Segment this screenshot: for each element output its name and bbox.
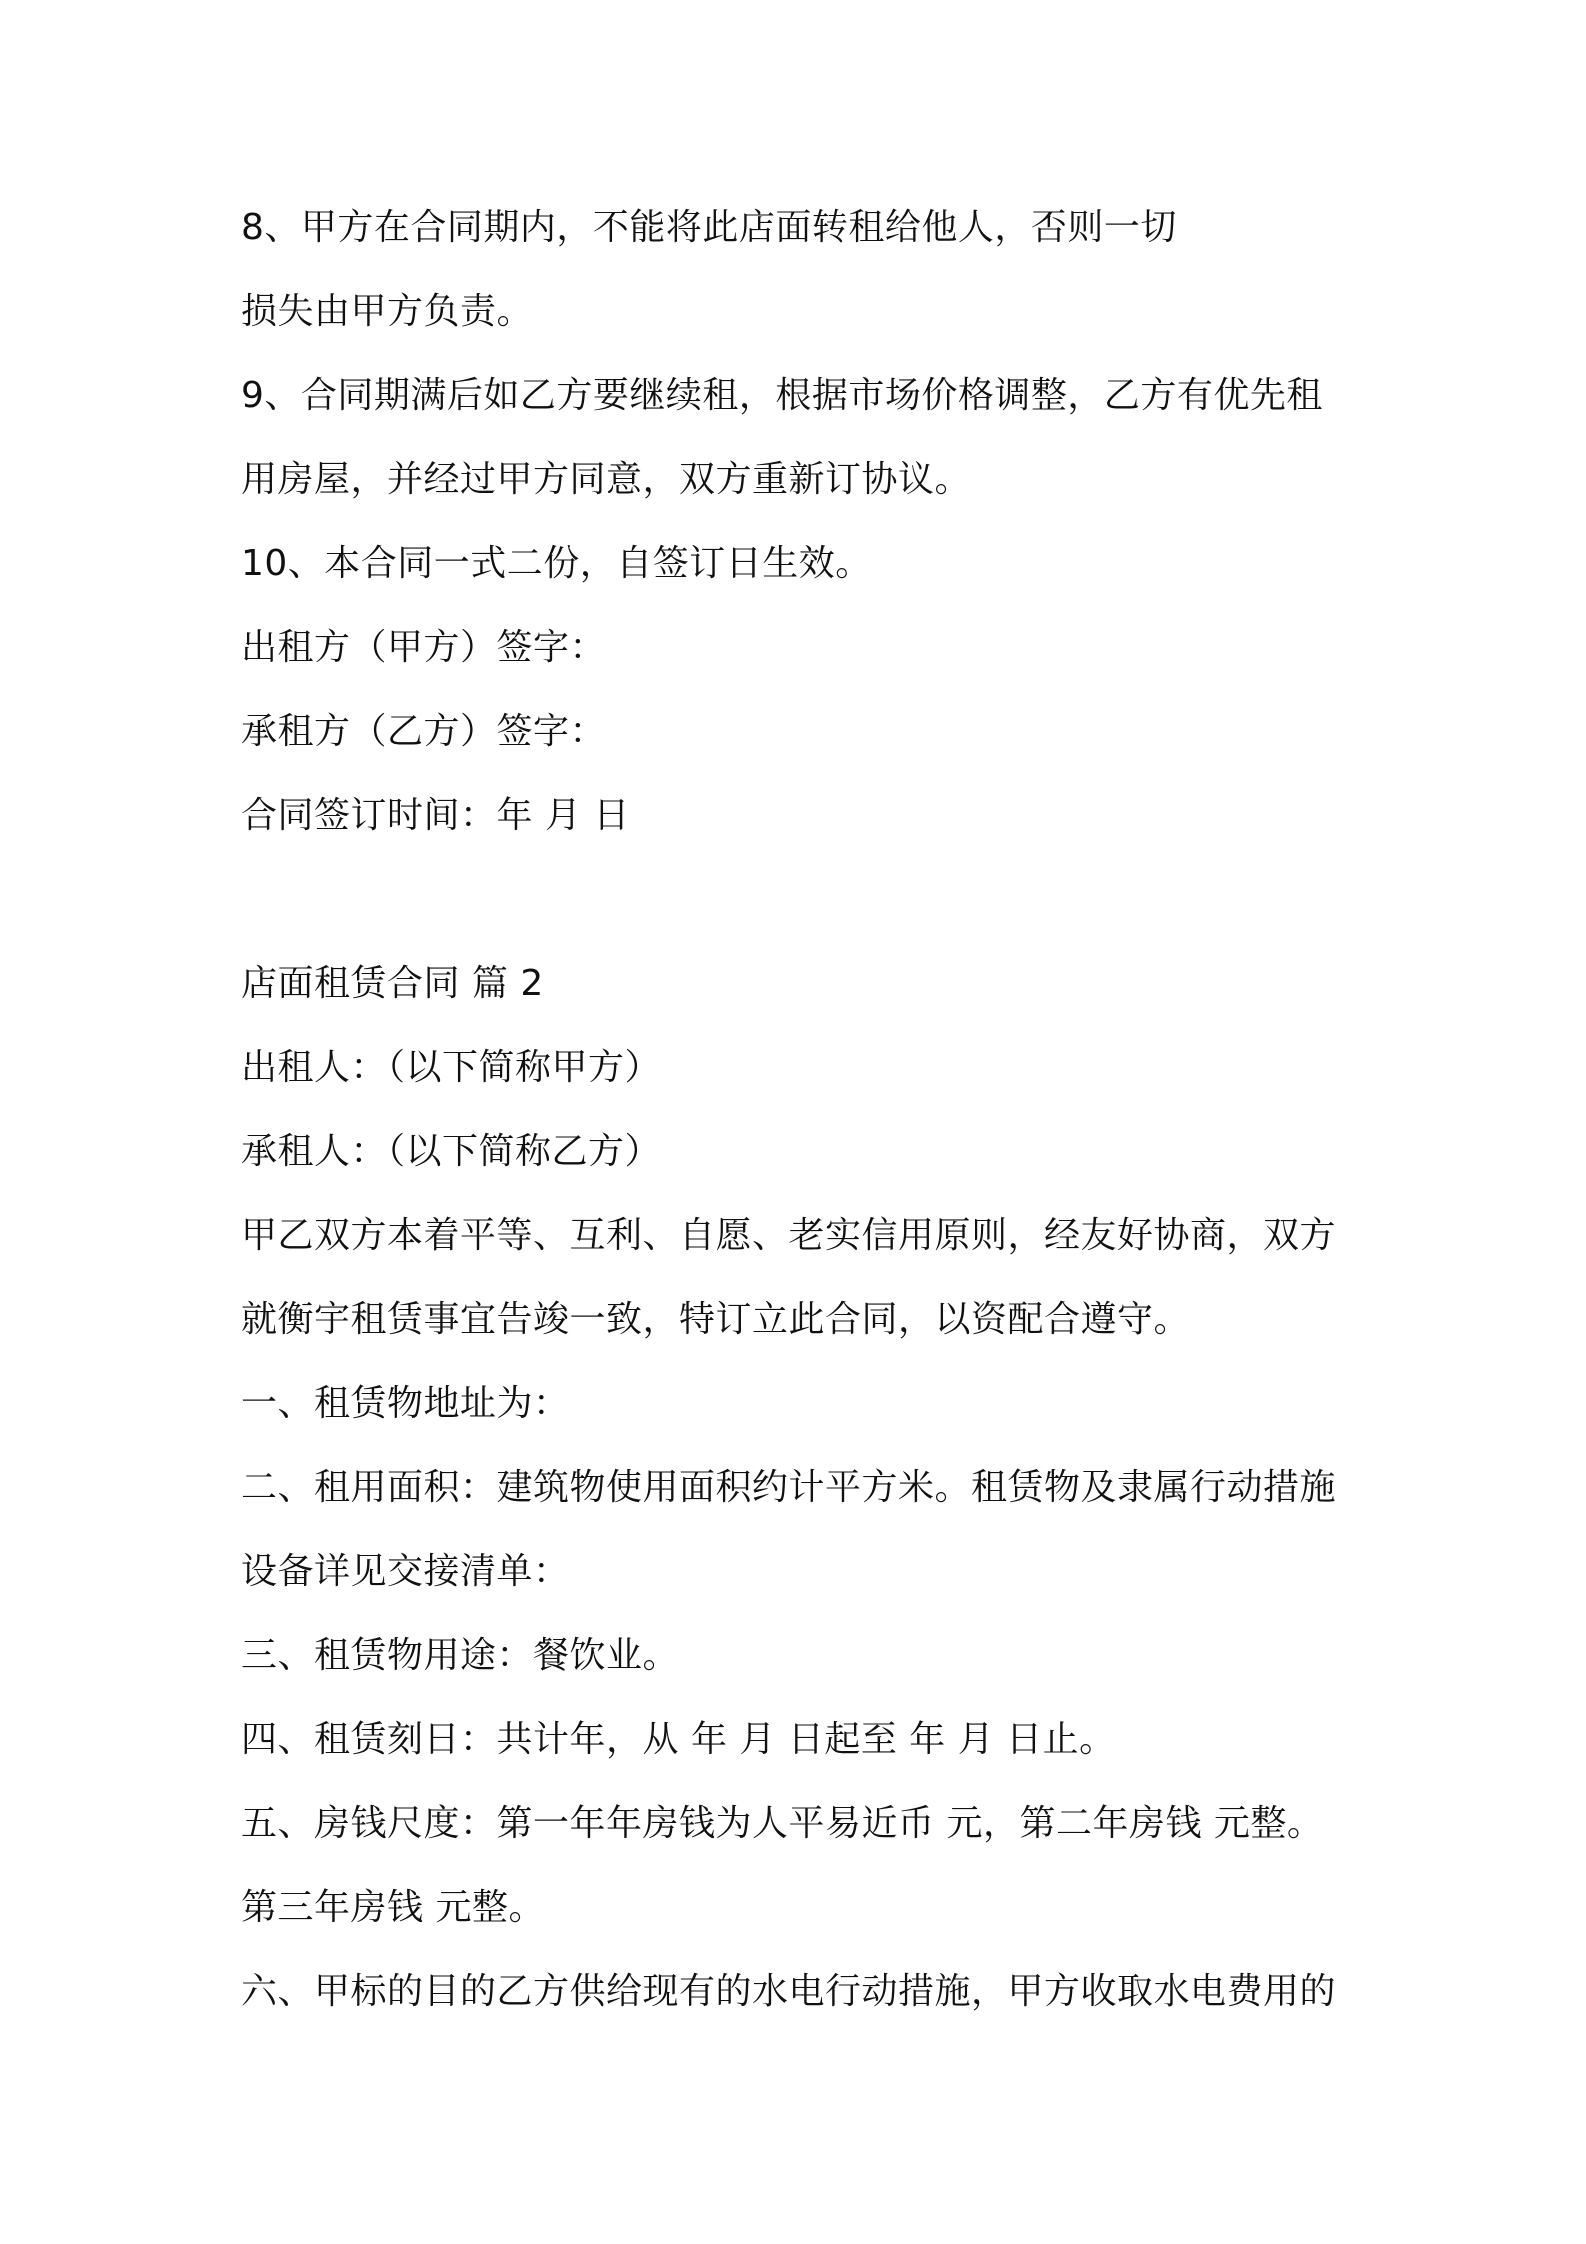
clause-8-line-1: 8、甲方在合同期内，不能将此店面转租给他人，否则一切 — [241, 207, 1177, 248]
clause-9-line-1: 9、合同期满后如乙方要继续租，根据市场价格调整，乙方有优先租 — [241, 375, 1323, 416]
lessor-label: 出租人：（以下简称甲方） — [241, 1047, 662, 1088]
clause-4: 四、租赁刻日：共计年，从 年 月 日起至 年 月 日止。 — [241, 1719, 1116, 1760]
clause-2-line-1: 二、租用面积：建筑物使用面积约计平方米。租赁物及隶属行动措施 — [241, 1467, 1337, 1508]
clause-5-line-2: 第三年房钱 元整。 — [241, 1887, 545, 1928]
clause-3: 三、租赁物用途：餐饮业。 — [241, 1635, 680, 1676]
section-title: 店面租赁合同 篇 2 — [241, 963, 544, 1004]
signing-date-label: 合同签订时间：年 月 日 — [241, 795, 630, 836]
clause-9-line-2: 用房屋，并经过甲方同意，双方重新订协议。 — [241, 459, 972, 500]
clause-5-line-1: 五、房钱尺度：第一年年房钱为人平易近币 元，第二年房钱 元整。 — [241, 1803, 1324, 1844]
clause-10: 10、本合同一式二份，自签订日生效。 — [241, 543, 872, 584]
lessee-label: 承租人：（以下简称乙方） — [241, 1131, 662, 1172]
lessor-signature-label: 出租方（甲方）签字： — [241, 627, 607, 668]
lessee-signature-label: 承租方（乙方）签字： — [241, 711, 607, 752]
preamble-line-1: 甲乙双方本着平等、互利、自愿、老实信用原则，经友好协商，双方 — [241, 1215, 1337, 1256]
preamble-line-2: 就衡宇租赁事宜告竣一致，特订立此合同，以资配合遵守。 — [241, 1299, 1191, 1340]
clause-1: 一、租赁物地址为： — [241, 1383, 570, 1424]
clause-8-line-2: 损失由甲方负责。 — [241, 291, 534, 332]
clause-2-line-2: 设备详见交接清单： — [241, 1551, 570, 1592]
clause-6-line-1: 六、甲标的目的乙方供给现有的水电行动措施，甲方收取水电费用的 — [241, 1971, 1337, 2012]
